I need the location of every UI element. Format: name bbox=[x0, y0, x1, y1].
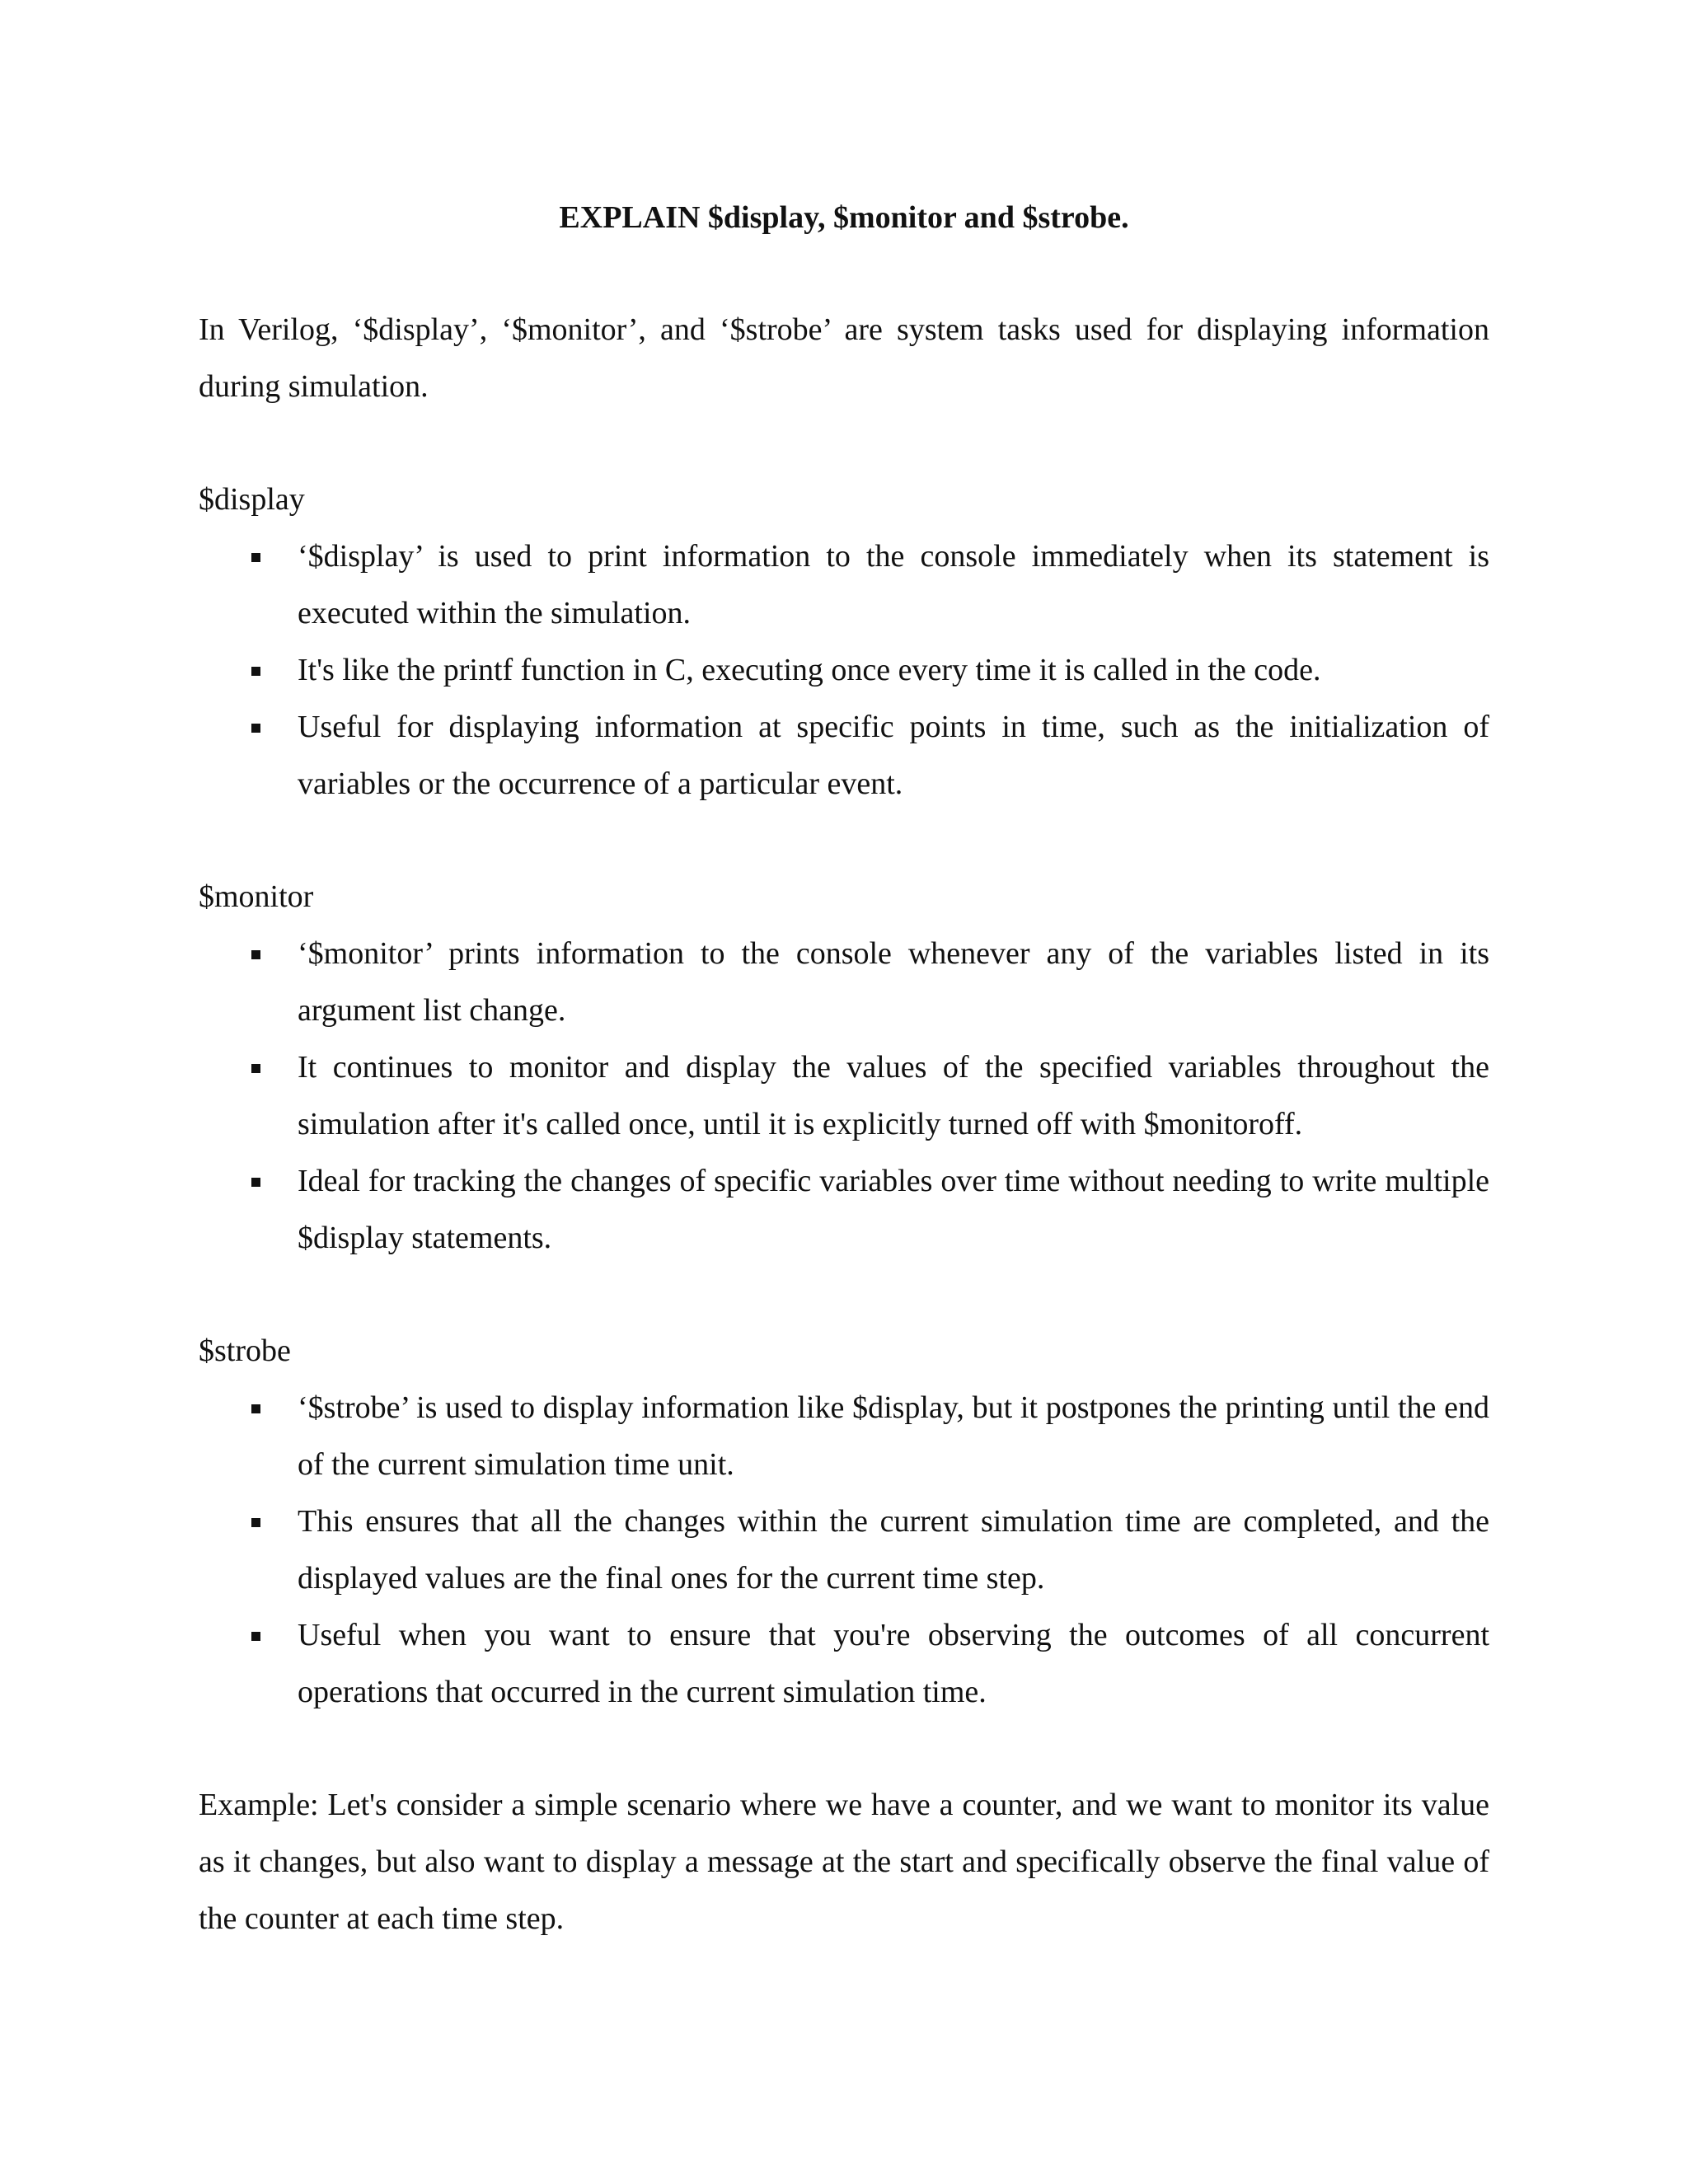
section-heading-display: $display bbox=[199, 482, 305, 517]
list-item-text: ‘$strobe’ is used to display information like $display, but it postpones the printing until the end of the current simulation time unit. bbox=[298, 1390, 1489, 1482]
square-bullet-icon bbox=[251, 667, 260, 676]
list-item bbox=[199, 1153, 1489, 1267]
section-heading-monitor: $monitor bbox=[199, 879, 314, 914]
list-item-text: It continues to monitor and display the values of the specified variables throughout the simulation after it's called once, until it is explicitly turned off with $monitoroff. bbox=[298, 1050, 1489, 1141]
square-bullet-icon bbox=[251, 1518, 260, 1527]
square-bullet-icon bbox=[251, 950, 260, 959]
square-bullet-icon bbox=[251, 724, 260, 733]
list-item bbox=[199, 1380, 1489, 1493]
list-item bbox=[199, 528, 1489, 642]
list-item-text: This ensures that all the changes within the current simulation time are completed, and the displayed values are the final ones for the current time step. bbox=[298, 1504, 1489, 1596]
square-bullet-icon bbox=[251, 553, 260, 562]
square-bullet-icon bbox=[251, 1178, 260, 1187]
list-item-text: Ideal for tracking the changes of specific variables over time without needing to write multiple $display statements. bbox=[298, 1164, 1489, 1255]
list-item bbox=[199, 1039, 1489, 1153]
monitor-bullet-list bbox=[199, 926, 1489, 1267]
list-item-text: Useful when you want to ensure that you're observing the outcomes of all concurrent operations that occurred in the current simulation time. bbox=[298, 1618, 1489, 1709]
list-item-text: Useful for displaying information at specific points in time, such as the initialization of variables or the occurrence of a particular event. bbox=[298, 710, 1489, 801]
list-item-text: ‘$monitor’ prints information to the console whenever any of the variables listed in its argument list change. bbox=[298, 936, 1489, 1028]
square-bullet-icon bbox=[251, 1632, 260, 1641]
intro-paragraph: In Verilog, ‘$display’, ‘$monitor’, and ‘$strobe’ are system tasks used for displaying information during simulation. bbox=[199, 312, 1489, 404]
example-paragraph: Example: Let's consider a simple scenario where we have a counter, and we want to monitor its value as it changes, but also want to display a message at the start and specifically observe the final value of the counter at each time step. bbox=[199, 1788, 1489, 1936]
section-heading-strobe: $strobe bbox=[199, 1333, 291, 1368]
list-item bbox=[199, 1493, 1489, 1607]
list-item bbox=[199, 926, 1489, 1039]
list-item-text: ‘$display’ is used to print information to the console immediately when its statement is executed within the simulation. bbox=[298, 539, 1489, 630]
square-bullet-icon bbox=[251, 1404, 260, 1413]
strobe-bullet-list bbox=[199, 1380, 1489, 1721]
page-title: EXPLAIN $display, $monitor and $strobe. bbox=[559, 200, 1129, 235]
display-bullet-list bbox=[199, 528, 1489, 813]
list-item bbox=[199, 642, 1489, 699]
list-item-text: It's like the printf function in C, executing once every time it is called in the code. bbox=[298, 653, 1321, 687]
square-bullet-icon bbox=[251, 1064, 260, 1073]
list-item bbox=[199, 1607, 1489, 1721]
list-item bbox=[199, 699, 1489, 813]
